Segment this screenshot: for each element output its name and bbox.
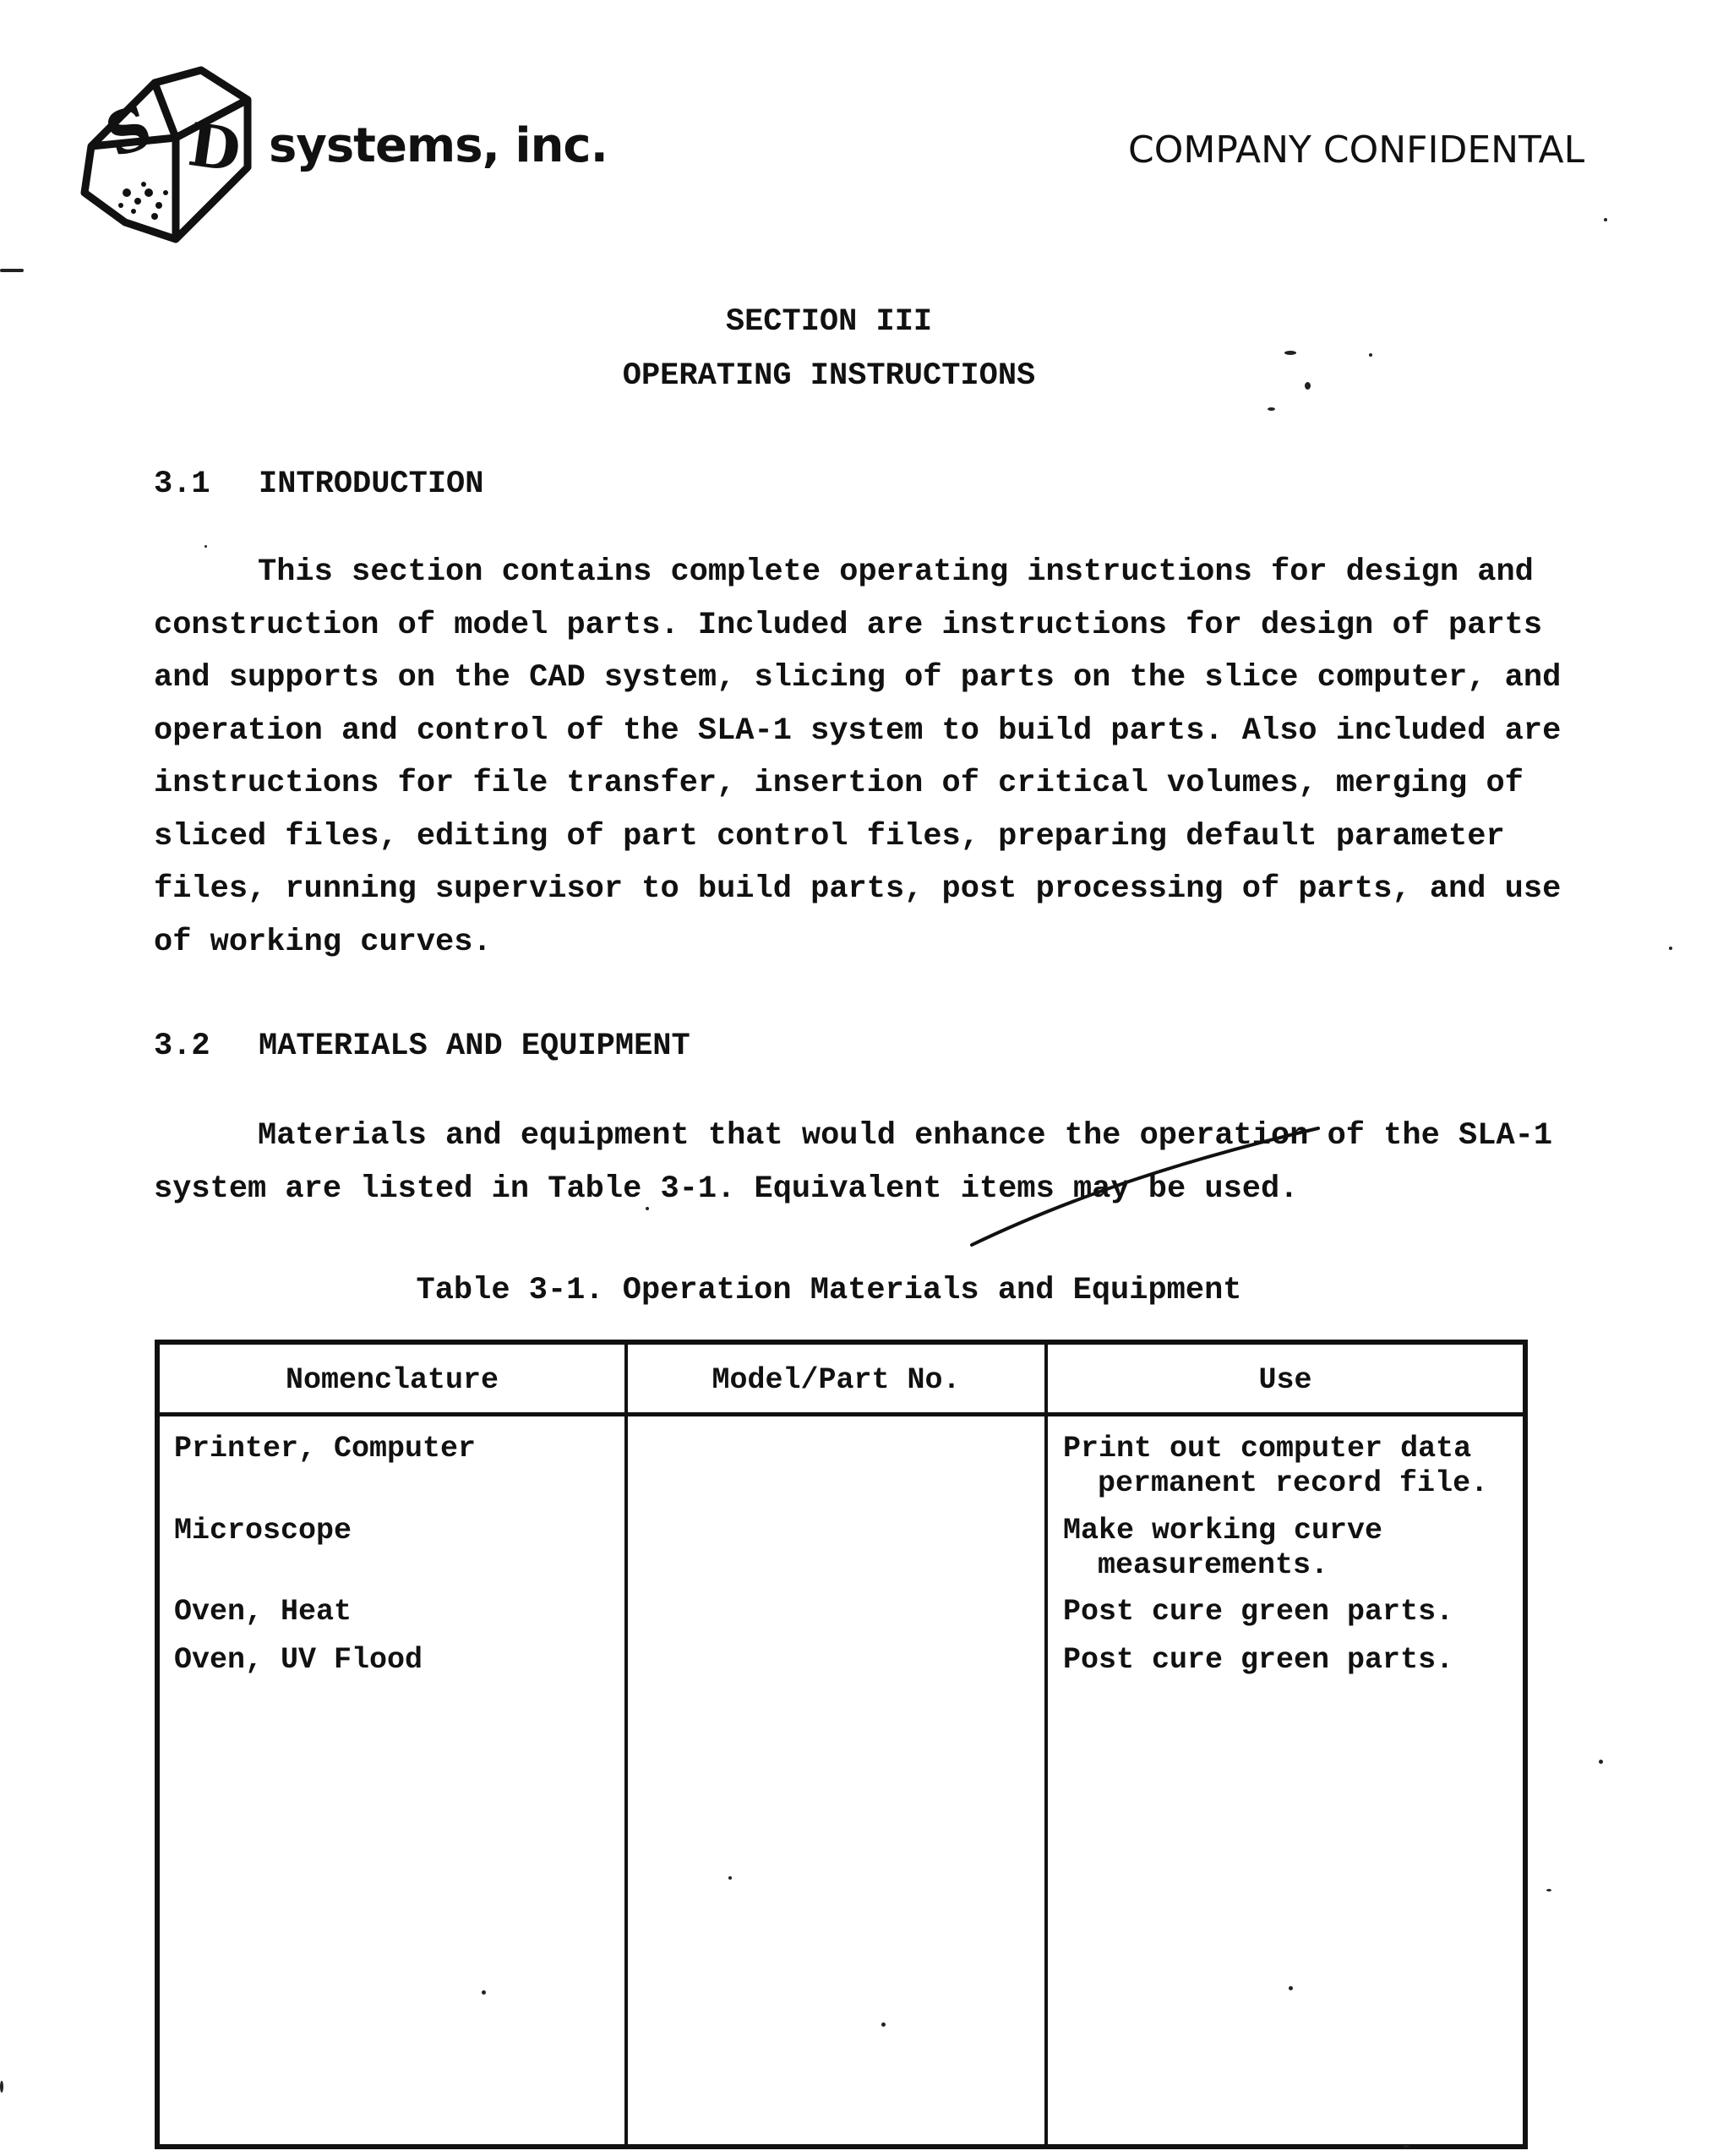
scan-speck	[1268, 407, 1275, 411]
paragraph-line: and supports on the CAD system, slicing of parts on the slice computer, and	[154, 652, 1540, 705]
row-use: Post cure green parts.	[1063, 1643, 1453, 1677]
scan-speck	[482, 1990, 486, 1995]
scan-speck	[0, 269, 24, 272]
intro-paragraph	[154, 546, 1540, 969]
scan-speck	[1289, 1986, 1293, 1990]
paragraph-line: files, running supervisor to build parts, post processing of parts, and use	[154, 863, 1540, 916]
scan-speck	[1599, 1760, 1603, 1764]
paragraph-line: of working curves.	[154, 916, 1540, 969]
scan-speck	[728, 1876, 732, 1880]
scan-speck	[1604, 218, 1607, 221]
row-nomenclature: Oven, UV Flood	[174, 1643, 423, 1677]
row-use: Print out computer data permanent record file.	[1063, 1432, 1488, 1501]
svg-text:S: S	[97, 91, 160, 172]
paragraph-line: This section contains complete operating instructions for design and	[154, 546, 1540, 599]
scan-speck	[1369, 353, 1372, 357]
svg-text:D: D	[184, 109, 245, 186]
paragraph-line: sliced files, editing of part control files, preparing default parameter	[154, 811, 1540, 864]
row-use: Make working curve measurements.	[1063, 1514, 1382, 1583]
paragraph-line: construction of model parts. Included are instructions for design of parts	[154, 599, 1540, 652]
materials-section-number: 3.2	[154, 1029, 210, 1064]
scan-speck	[1669, 947, 1672, 950]
scan-speck	[1284, 351, 1296, 355]
scan-speck	[204, 545, 207, 548]
row-use: Post cure green parts.	[1063, 1595, 1453, 1629]
paragraph-line: operation and control of the SLA-1 system to build parts. Also included are	[154, 705, 1540, 758]
handwritten-strike-mark	[963, 1120, 1335, 1255]
table-caption: Table 3-1. Operation Materials and Equipment	[0, 1273, 1658, 1308]
equipment-table	[155, 1340, 1528, 2149]
column-header-use: Use	[1048, 1363, 1523, 1397]
section-number: SECTION III	[0, 304, 1658, 340]
paragraph-line: instructions for file transfer, insertion of critical volumes, merging of	[154, 757, 1540, 811]
column-divider	[624, 1345, 628, 2144]
row-nomenclature: Printer, Computer	[174, 1432, 476, 1466]
column-header-model-part-no: Model/Part No.	[628, 1363, 1044, 1397]
company-name: systems, inc.	[269, 118, 608, 173]
row-nomenclature: Oven, Heat	[174, 1595, 352, 1629]
scan-speck	[1403, 2145, 1409, 2148]
header-rule	[160, 1412, 1523, 1416]
section-title: OPERATING INSTRUCTIONS	[0, 358, 1658, 394]
scan-speck	[646, 1207, 649, 1210]
intro-section-number: 3.1	[154, 467, 210, 502]
confidential-label: COMPANY CONFIDENTAL	[1128, 128, 1584, 172]
scan-speck	[0, 2081, 3, 2093]
company-logo	[74, 66, 269, 248]
scan-speck	[1305, 382, 1311, 390]
scan-speck	[881, 2022, 886, 2027]
paragraph-line: Materials and equipment that would enhance the operation of the SLA-1	[154, 1110, 1540, 1163]
materials-heading: MATERIALS AND EQUIPMENT	[259, 1029, 690, 1064]
intro-heading: INTRODUCTION	[259, 467, 483, 502]
column-divider	[1044, 1345, 1048, 2144]
column-header-nomenclature: Nomenclature	[160, 1363, 624, 1397]
paragraph-line: system are listed in Table 3-1. Equivalent items may be used.	[154, 1163, 1540, 1216]
row-nomenclature: Microscope	[174, 1514, 352, 1547]
scan-speck	[1546, 1889, 1551, 1891]
